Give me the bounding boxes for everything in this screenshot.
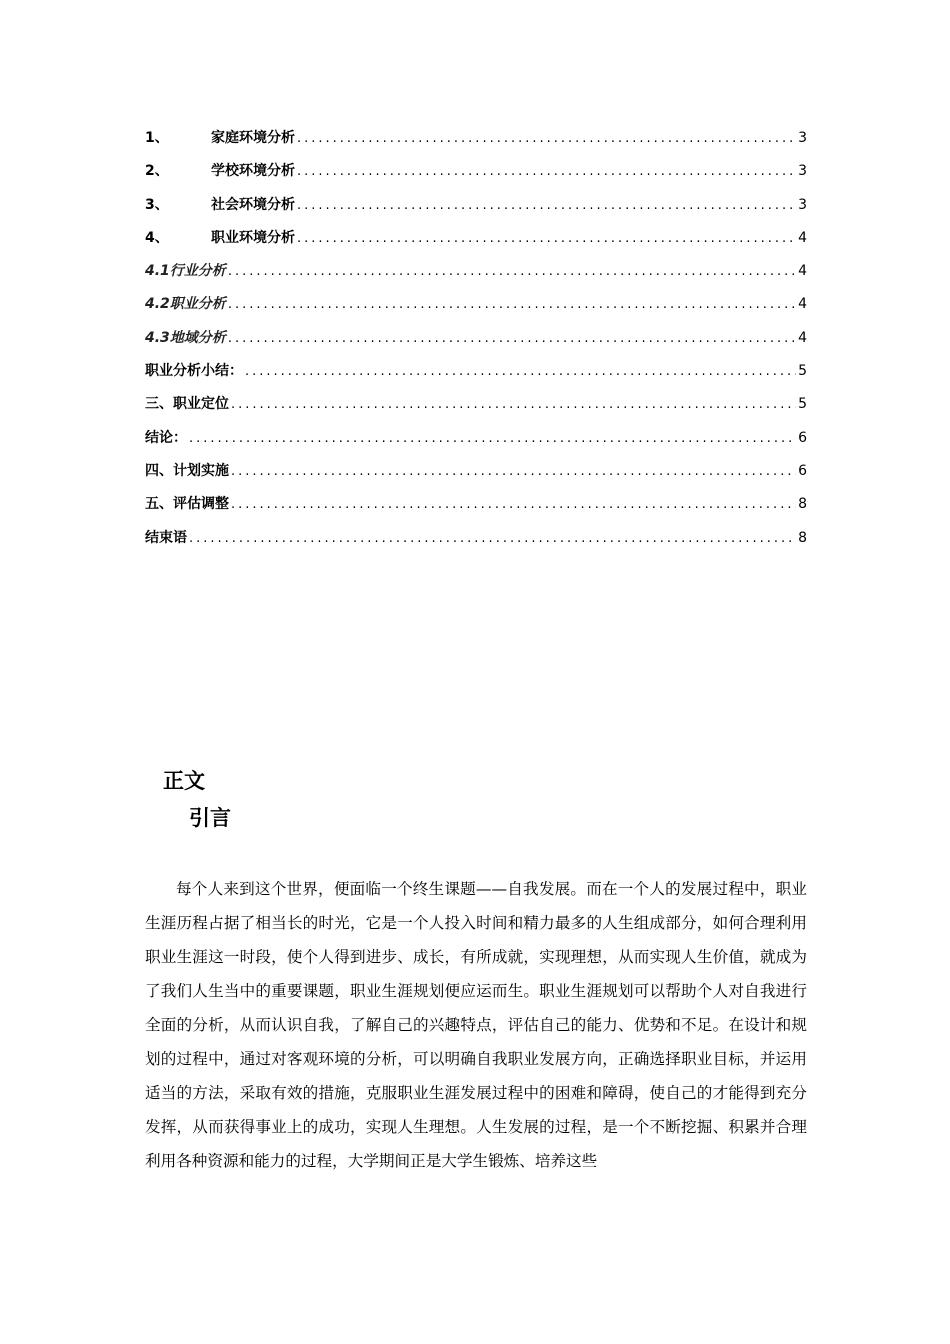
toc-leader-dots bbox=[297, 131, 796, 146]
toc-entry-page: 8 bbox=[798, 529, 807, 546]
toc-entry[interactable] bbox=[145, 160, 807, 193]
toc-entry-label: 社会环境分析 bbox=[211, 196, 295, 213]
toc-entry-label: 结论： bbox=[145, 429, 187, 446]
toc-entry[interactable] bbox=[145, 127, 807, 160]
toc-leader-dots bbox=[228, 264, 796, 279]
toc-entry-label: 4.1行业分析 bbox=[145, 263, 226, 280]
table-of-contents bbox=[145, 127, 807, 560]
toc-leader-dots bbox=[297, 164, 796, 179]
toc-entry-page: 4 bbox=[798, 296, 807, 313]
toc-entry[interactable] bbox=[145, 460, 807, 493]
toc-leader-dots bbox=[231, 497, 796, 512]
toc-entry-page: 5 bbox=[798, 363, 807, 380]
toc-entry-label: 四、计划实施 bbox=[145, 462, 229, 479]
section-heading-intro: 引言 bbox=[189, 806, 231, 830]
toc-leader-dots bbox=[228, 297, 796, 312]
toc-entry[interactable] bbox=[145, 327, 807, 360]
toc-entry-page: 3 bbox=[798, 196, 807, 213]
toc-leader-dots bbox=[231, 397, 796, 412]
toc-entry[interactable] bbox=[145, 260, 807, 293]
toc-entry[interactable] bbox=[145, 527, 807, 560]
toc-entry-label: 职业分析小结： bbox=[145, 363, 243, 380]
toc-leader-dots bbox=[228, 331, 796, 346]
intro-paragraph: 每个人来到这个世界，便面临一个终生课题——自我发展。而在一个人的发展过程中，职业生涯历程占据了相当长的时光，它是一个人投入时间和精力最多的人生组成部分，如何合理利用职业生涯这一时段，使个人得到进步、成长，有所成就，实现理想，从而实现人生价值，就成为了我们人生当中的重要课题，职业生涯规划便应运而生。职业生涯规划可以帮助个人对自我进行全面的分析，从而认识自我，了解自己的兴趣特点，评估自己的能力、优势和不足。在设计和规划的过程中，通过对客观环境的分析，可以明确自我职业发展方向，正确选择职业目标，并运用适当的方法，采取有效的措施，克服职业生涯发展过程中的困难和障碍，使自己的才能得到充分发挥，从而获得事业上的成功，实现人生理想。人生发展的过程，是一个不断挖掘、积累并合理利用各种资源和能力的过程，大学期间正是大学生锻炼、培养这些 bbox=[145, 880, 807, 1170]
toc-entry-label: 学校环境分析 bbox=[211, 163, 295, 180]
toc-leader-dots bbox=[297, 198, 796, 213]
toc-entry-label: 职业环境分析 bbox=[211, 229, 295, 246]
toc-entry-page: 6 bbox=[798, 462, 807, 479]
toc-entry-page: 3 bbox=[798, 130, 807, 146]
toc-leader-dots bbox=[189, 431, 796, 446]
toc-entry-number: 1、 bbox=[145, 130, 169, 146]
toc-entry[interactable] bbox=[145, 393, 807, 426]
toc-entry-label: 4.2职业分析 bbox=[145, 296, 226, 313]
toc-entry-page: 5 bbox=[798, 396, 807, 413]
toc-entry-label: 五、评估调整 bbox=[145, 496, 229, 513]
toc-entry-number: 2、 bbox=[145, 163, 169, 180]
toc-entry-page: 4 bbox=[798, 229, 807, 246]
toc-entry[interactable] bbox=[145, 427, 807, 460]
toc-entry-number: 3、 bbox=[145, 196, 169, 213]
toc-entry-page: 4 bbox=[798, 329, 807, 346]
toc-leader-dots bbox=[189, 531, 796, 546]
toc-entry[interactable] bbox=[145, 493, 807, 526]
toc-entry-page: 6 bbox=[798, 429, 807, 446]
toc-entry-page: 3 bbox=[798, 163, 807, 180]
toc-entry[interactable] bbox=[145, 293, 807, 326]
toc-leader-dots bbox=[245, 364, 796, 379]
toc-leader-dots bbox=[297, 231, 796, 246]
toc-entry-page: 4 bbox=[798, 263, 807, 280]
toc-entry-label: 4.3地域分析 bbox=[145, 329, 226, 346]
toc-entry-label: 三、职业定位 bbox=[145, 396, 229, 413]
toc-entry[interactable] bbox=[145, 360, 807, 393]
toc-entry[interactable] bbox=[145, 194, 807, 227]
toc-leader-dots bbox=[231, 464, 796, 479]
section-heading-main: 正文 bbox=[163, 769, 205, 793]
toc-entry-label: 家庭环境分析 bbox=[211, 130, 295, 146]
toc-entry-page: 8 bbox=[798, 496, 807, 513]
toc-entry[interactable] bbox=[145, 227, 807, 260]
toc-entry-number: 4、 bbox=[145, 229, 169, 246]
toc-entry-label: 结束语 bbox=[145, 529, 187, 546]
